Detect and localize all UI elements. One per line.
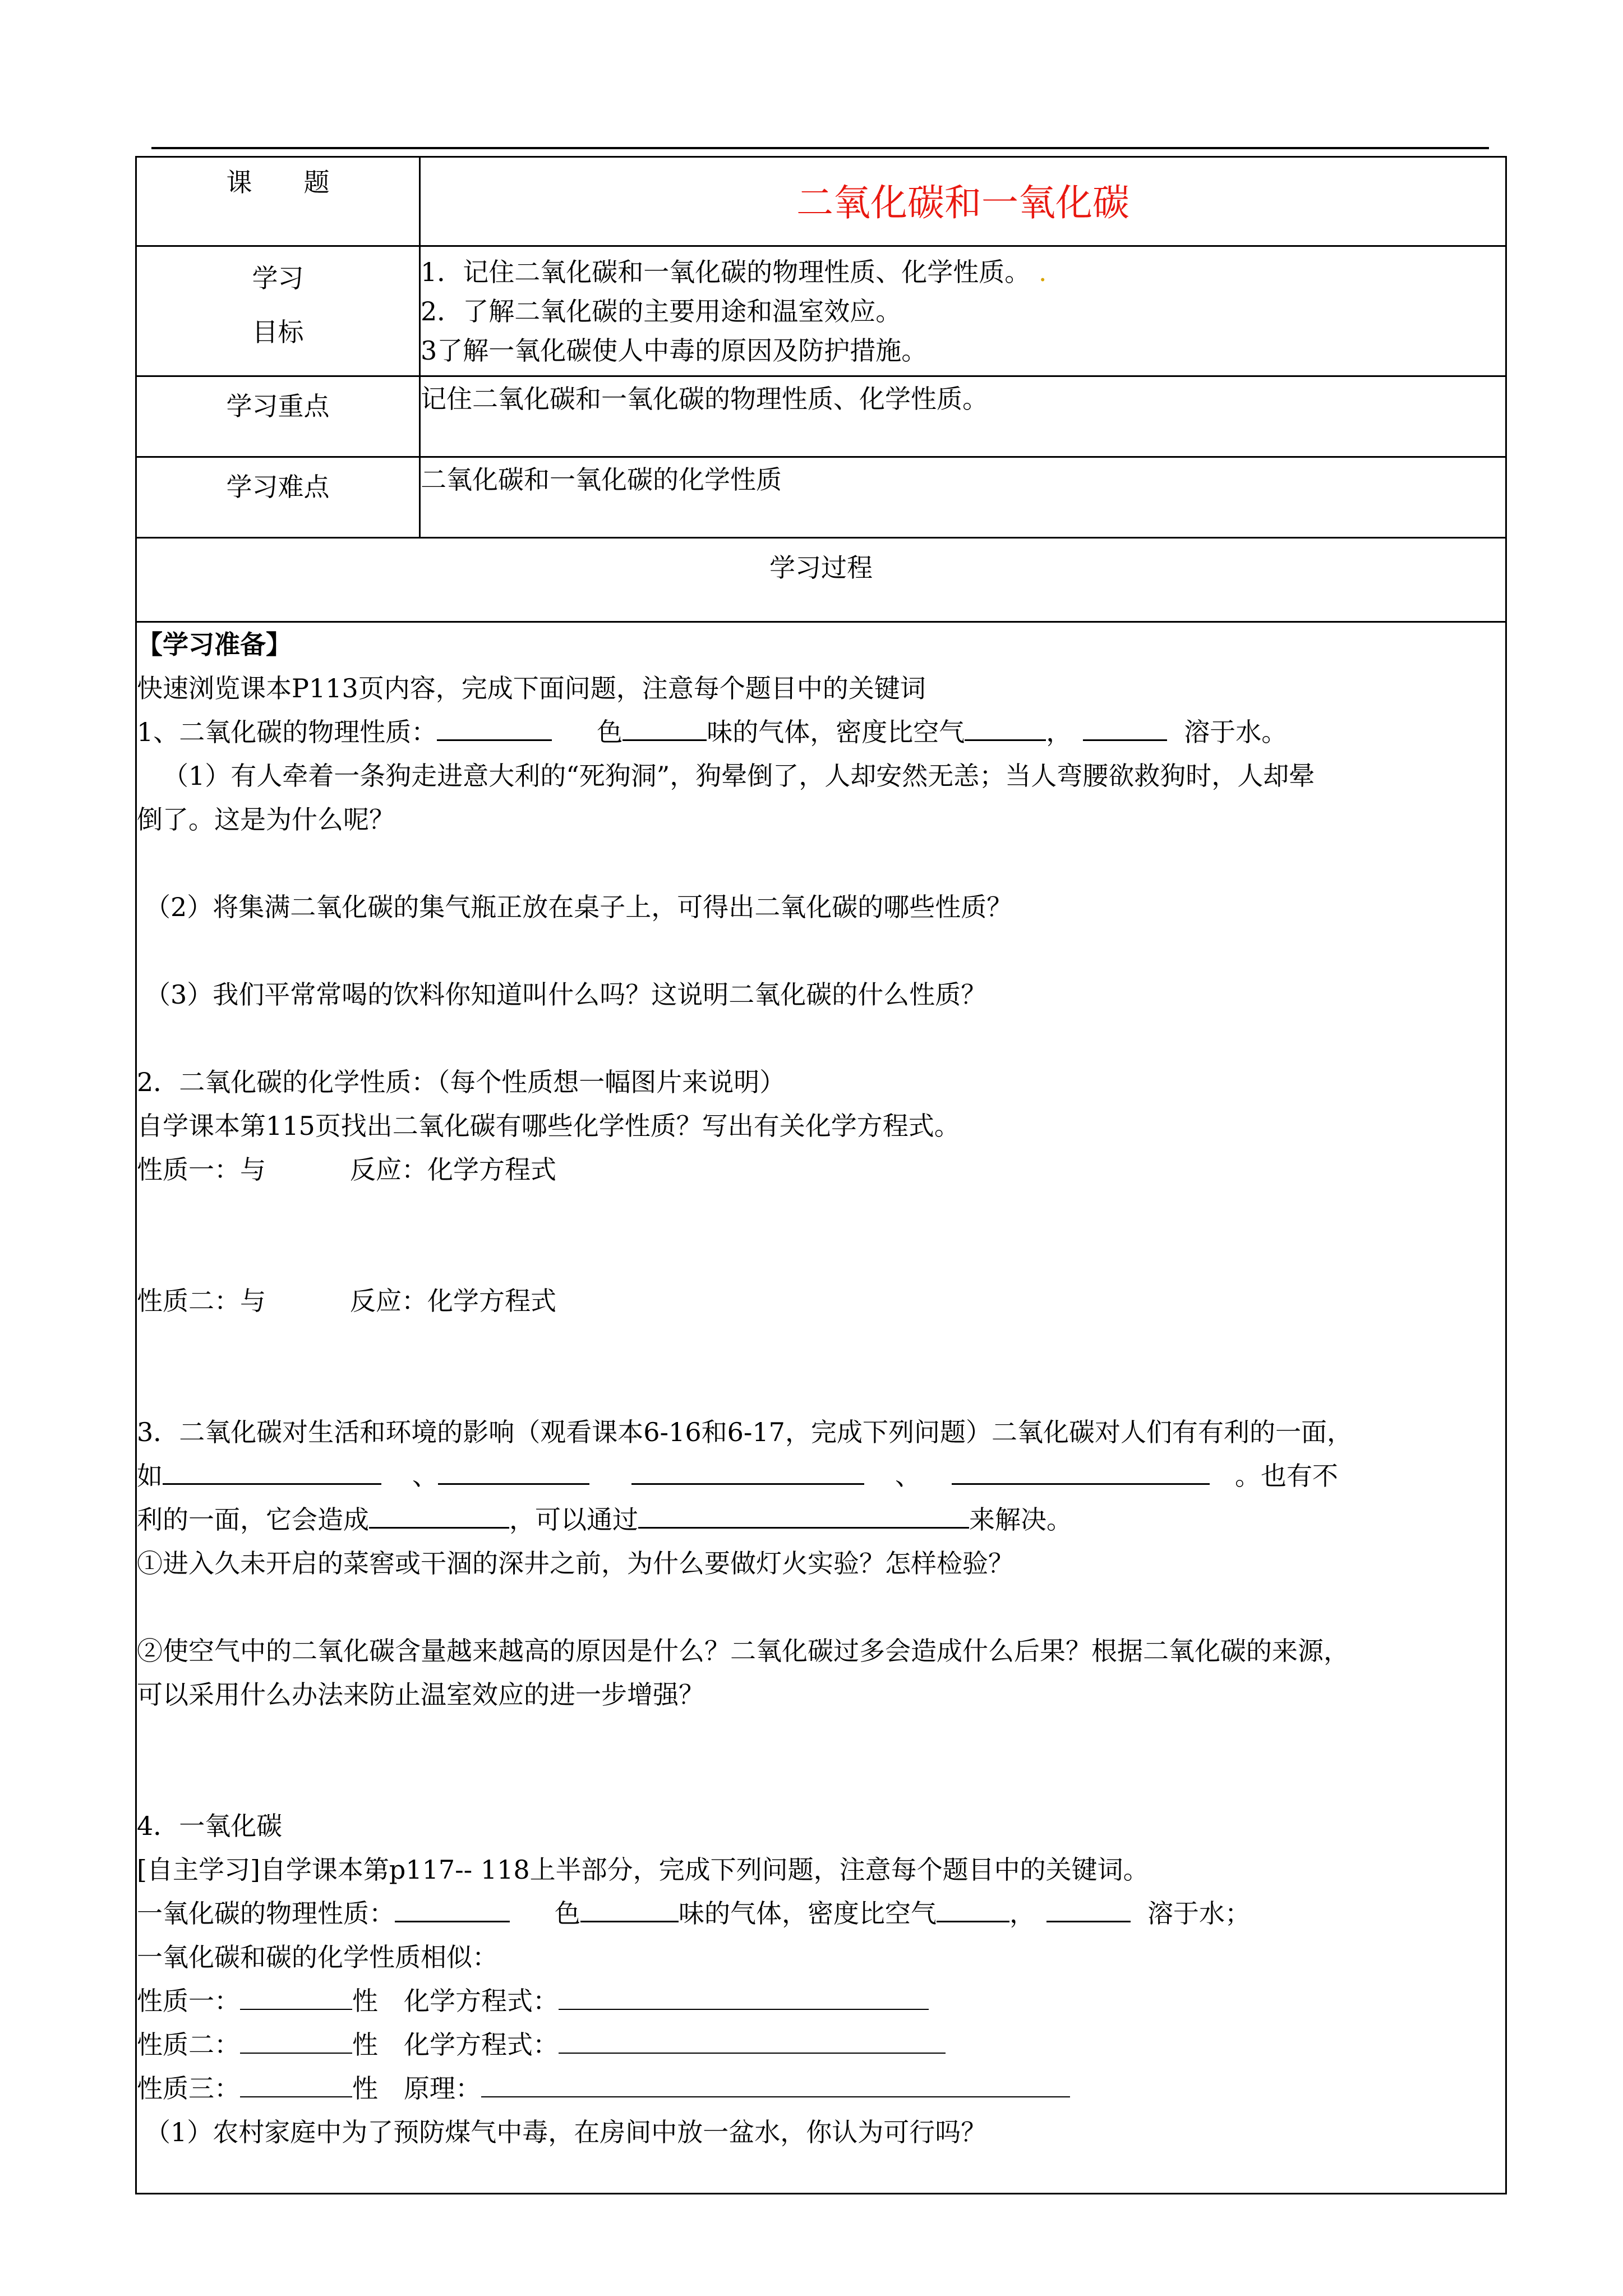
- goal-item: 2．了解二氧化碳的主要用途和温室效应。: [421, 296, 902, 326]
- q3-text-b: 、: [412, 1461, 438, 1491]
- q4-phys-text-c: 味的气体，密度比空气: [679, 1898, 937, 1929]
- q1-text-b: 色: [597, 717, 623, 747]
- q1-text-c: 味的气体，密度比空气: [707, 717, 965, 747]
- blank: [395, 1892, 510, 1922]
- goal-item: 3了解一氧化碳使人中毒的原因及防护措施。: [421, 335, 928, 366]
- q3-text-a: 如: [137, 1461, 163, 1491]
- prep-heading: 【学习准备】: [137, 629, 292, 660]
- title-cell: [420, 157, 1506, 246]
- q4-phys-text-d: ，: [1009, 1898, 1035, 1929]
- topic-row: [136, 157, 1506, 246]
- q1-text-e: 溶于水。: [1184, 717, 1288, 747]
- q1-sub2: （2）将集满二氧化碳的集气瓶正放在桌子上，可得出二氧化碳的哪些性质？: [145, 892, 1013, 922]
- q3-line2: [137, 1454, 1505, 1498]
- q2-title: 2．二氧化碳的化学性质：（每个性质想一幅图片来说明）: [137, 1067, 786, 1097]
- q1-line: [137, 710, 1505, 754]
- topic-label: 课 题: [136, 157, 420, 246]
- prop2-text-b: 反应：化学方程式: [350, 1286, 556, 1316]
- focus-text: 记住二氧化碳和一氧化碳的物理性质、化学性质。: [420, 376, 1506, 457]
- blank: [437, 710, 552, 741]
- q1-text-a: 1、二氧化碳的物理性质：: [137, 717, 437, 747]
- q4-phys-text-e: 溶于水；: [1147, 1898, 1251, 1929]
- q1-sub3: （3）我们平常常喝的饮料你知道叫什么吗？这说明二氧化碳的什么性质？: [145, 979, 987, 1010]
- q4-last: （1）农村家庭中为了预防煤气中毒，在房间中放一盆水，你认为可行吗？: [145, 2117, 987, 2147]
- goals-label-cell: [136, 246, 420, 376]
- blank: [1046, 1892, 1131, 1922]
- q3-text-f: ，可以通过: [509, 1504, 638, 1535]
- q1-text-d: ，: [1046, 717, 1072, 747]
- q3-text-c: 、: [895, 1461, 921, 1491]
- q4-prop3: [137, 2067, 1505, 2110]
- goals-row: [136, 246, 1506, 376]
- answer-space: [137, 841, 1505, 885]
- q4-phys-text-a: 一氧化碳的物理性质：: [137, 1898, 395, 1929]
- blank: [952, 1454, 1210, 1485]
- blank: [580, 1892, 679, 1922]
- blank: [369, 1498, 509, 1529]
- blank: [240, 2023, 352, 2054]
- goals-label-2: 目标: [252, 317, 304, 347]
- q4-prop3-text-b: 性 原理：: [352, 2073, 481, 2104]
- page-title: 二氧化碳和一氧化碳: [796, 181, 1129, 224]
- difficulty-label: 学习难点: [136, 457, 420, 538]
- header-rule: [151, 147, 1489, 149]
- prop1-text-a: 性质一：与: [137, 1154, 266, 1185]
- blank: [438, 1454, 589, 1485]
- answer-space: [137, 1323, 1505, 1410]
- q4-prop1: [137, 1979, 1505, 2023]
- blank: [631, 1454, 864, 1485]
- q4-prop2-text-b: 性 化学方程式：: [352, 2030, 559, 2060]
- q4-intro: [自主学习]自学课本第p117-- 118上半部分，完成下列问题，注意每个题目中的关键词。: [137, 1855, 1149, 1885]
- q4-prop2: [137, 2023, 1505, 2067]
- answer-space: [137, 929, 1505, 973]
- prop1-text-b: 反应：化学方程式: [350, 1154, 556, 1185]
- blank: [1083, 710, 1167, 741]
- q1-sub1-line1: （1）有人牵着一条狗走进意大利的“死狗洞”，狗晕倒了，人却安然无恙；当人弯腰欲救狗时，人却晕: [163, 761, 1315, 791]
- blank: [481, 2067, 1070, 2097]
- q4-prop1-text-a: 性质一：: [137, 1986, 240, 2016]
- q3-line3: [137, 1498, 1505, 1542]
- q3-text-g: 来解决。: [969, 1504, 1072, 1535]
- q3-text-e: 利的一面，它会造成: [137, 1504, 369, 1535]
- stray-dot: .: [1030, 257, 1047, 287]
- answer-space: [137, 1016, 1505, 1060]
- q4-prop3-text-a: 性质三：: [137, 2073, 240, 2104]
- difficulty-text: 二氧化碳和一氧化碳的化学性质: [420, 457, 1506, 538]
- focus-label: 学习重点: [136, 376, 420, 457]
- blank: [240, 1980, 352, 2010]
- content-cell: [136, 622, 1506, 2194]
- q3-line1: 3．二氧化碳对生活和环境的影响（观看课本6-16和6-17，完成下列问题）二氧化碳对人们有有利的一面，: [137, 1417, 1353, 1447]
- answer-space: [137, 1191, 1505, 1279]
- prop2-text-a: 性质二：与: [137, 1286, 266, 1316]
- q4-title: 4．一氧化碳: [137, 1811, 283, 1841]
- q3-item2-line1: ②使空气中的二氧化碳含量越来越高的原因是什么？二氧化碳过多会造成什么后果？根据二氧化碳的来源，: [137, 1636, 1349, 1666]
- goal-text-1: 1．记住二氧化碳和一氧化碳的物理性质、化学性质。: [421, 257, 1031, 287]
- lesson-table: [135, 156, 1507, 2194]
- prep-intro: 快速浏览课本P113页内容，完成下面问题，注意每个题目中的关键词: [137, 673, 926, 703]
- q4-phys-text-b: 色: [555, 1898, 580, 1929]
- prop1-line: [137, 1148, 1505, 1191]
- blank: [623, 710, 707, 741]
- blank: [240, 2067, 352, 2097]
- q4-prop1-text-b: 性 化学方程式：: [352, 1986, 559, 2016]
- blank: [965, 710, 1046, 741]
- focus-row: [136, 376, 1506, 457]
- q4-prop2-text-a: 性质二：: [137, 2030, 240, 2060]
- q3-text-d: 。也有不: [1235, 1461, 1338, 1491]
- answer-space: [137, 1585, 1505, 1629]
- blank: [559, 1980, 929, 2010]
- content-row: [136, 622, 1506, 2194]
- blank: [163, 1454, 381, 1485]
- q4-similar: 一氧化碳和碳的化学性质相似：: [137, 1942, 498, 1972]
- prop2-line: [137, 1279, 1505, 1323]
- blank: [638, 1498, 969, 1529]
- q4-phys-line: [137, 1892, 1505, 1935]
- blank: [559, 2023, 946, 2054]
- goals-cell: [420, 246, 1506, 376]
- q3-item2-line2: 可以采用什么办法来防止温室效应的进一步增强？: [137, 1680, 704, 1710]
- process-row: [136, 538, 1506, 622]
- difficulty-row: [136, 457, 1506, 538]
- answer-space: [137, 1717, 1505, 1804]
- goal-item: [421, 252, 1505, 292]
- goals-label-1: 学习: [252, 263, 304, 293]
- q3-item1: ①进入久未开启的菜窖或干涸的深井之前，为什么要做灯火实验？怎样检验？: [137, 1548, 1014, 1579]
- q1-sub1-line2: 倒了。这是为什么呢？: [137, 804, 395, 835]
- process-label: 学习过程: [136, 538, 1506, 622]
- q2-intro: 自学课本第115页找出二氧化碳有哪些化学性质？写出有关化学方程式。: [137, 1111, 960, 1141]
- blank: [937, 1892, 1009, 1922]
